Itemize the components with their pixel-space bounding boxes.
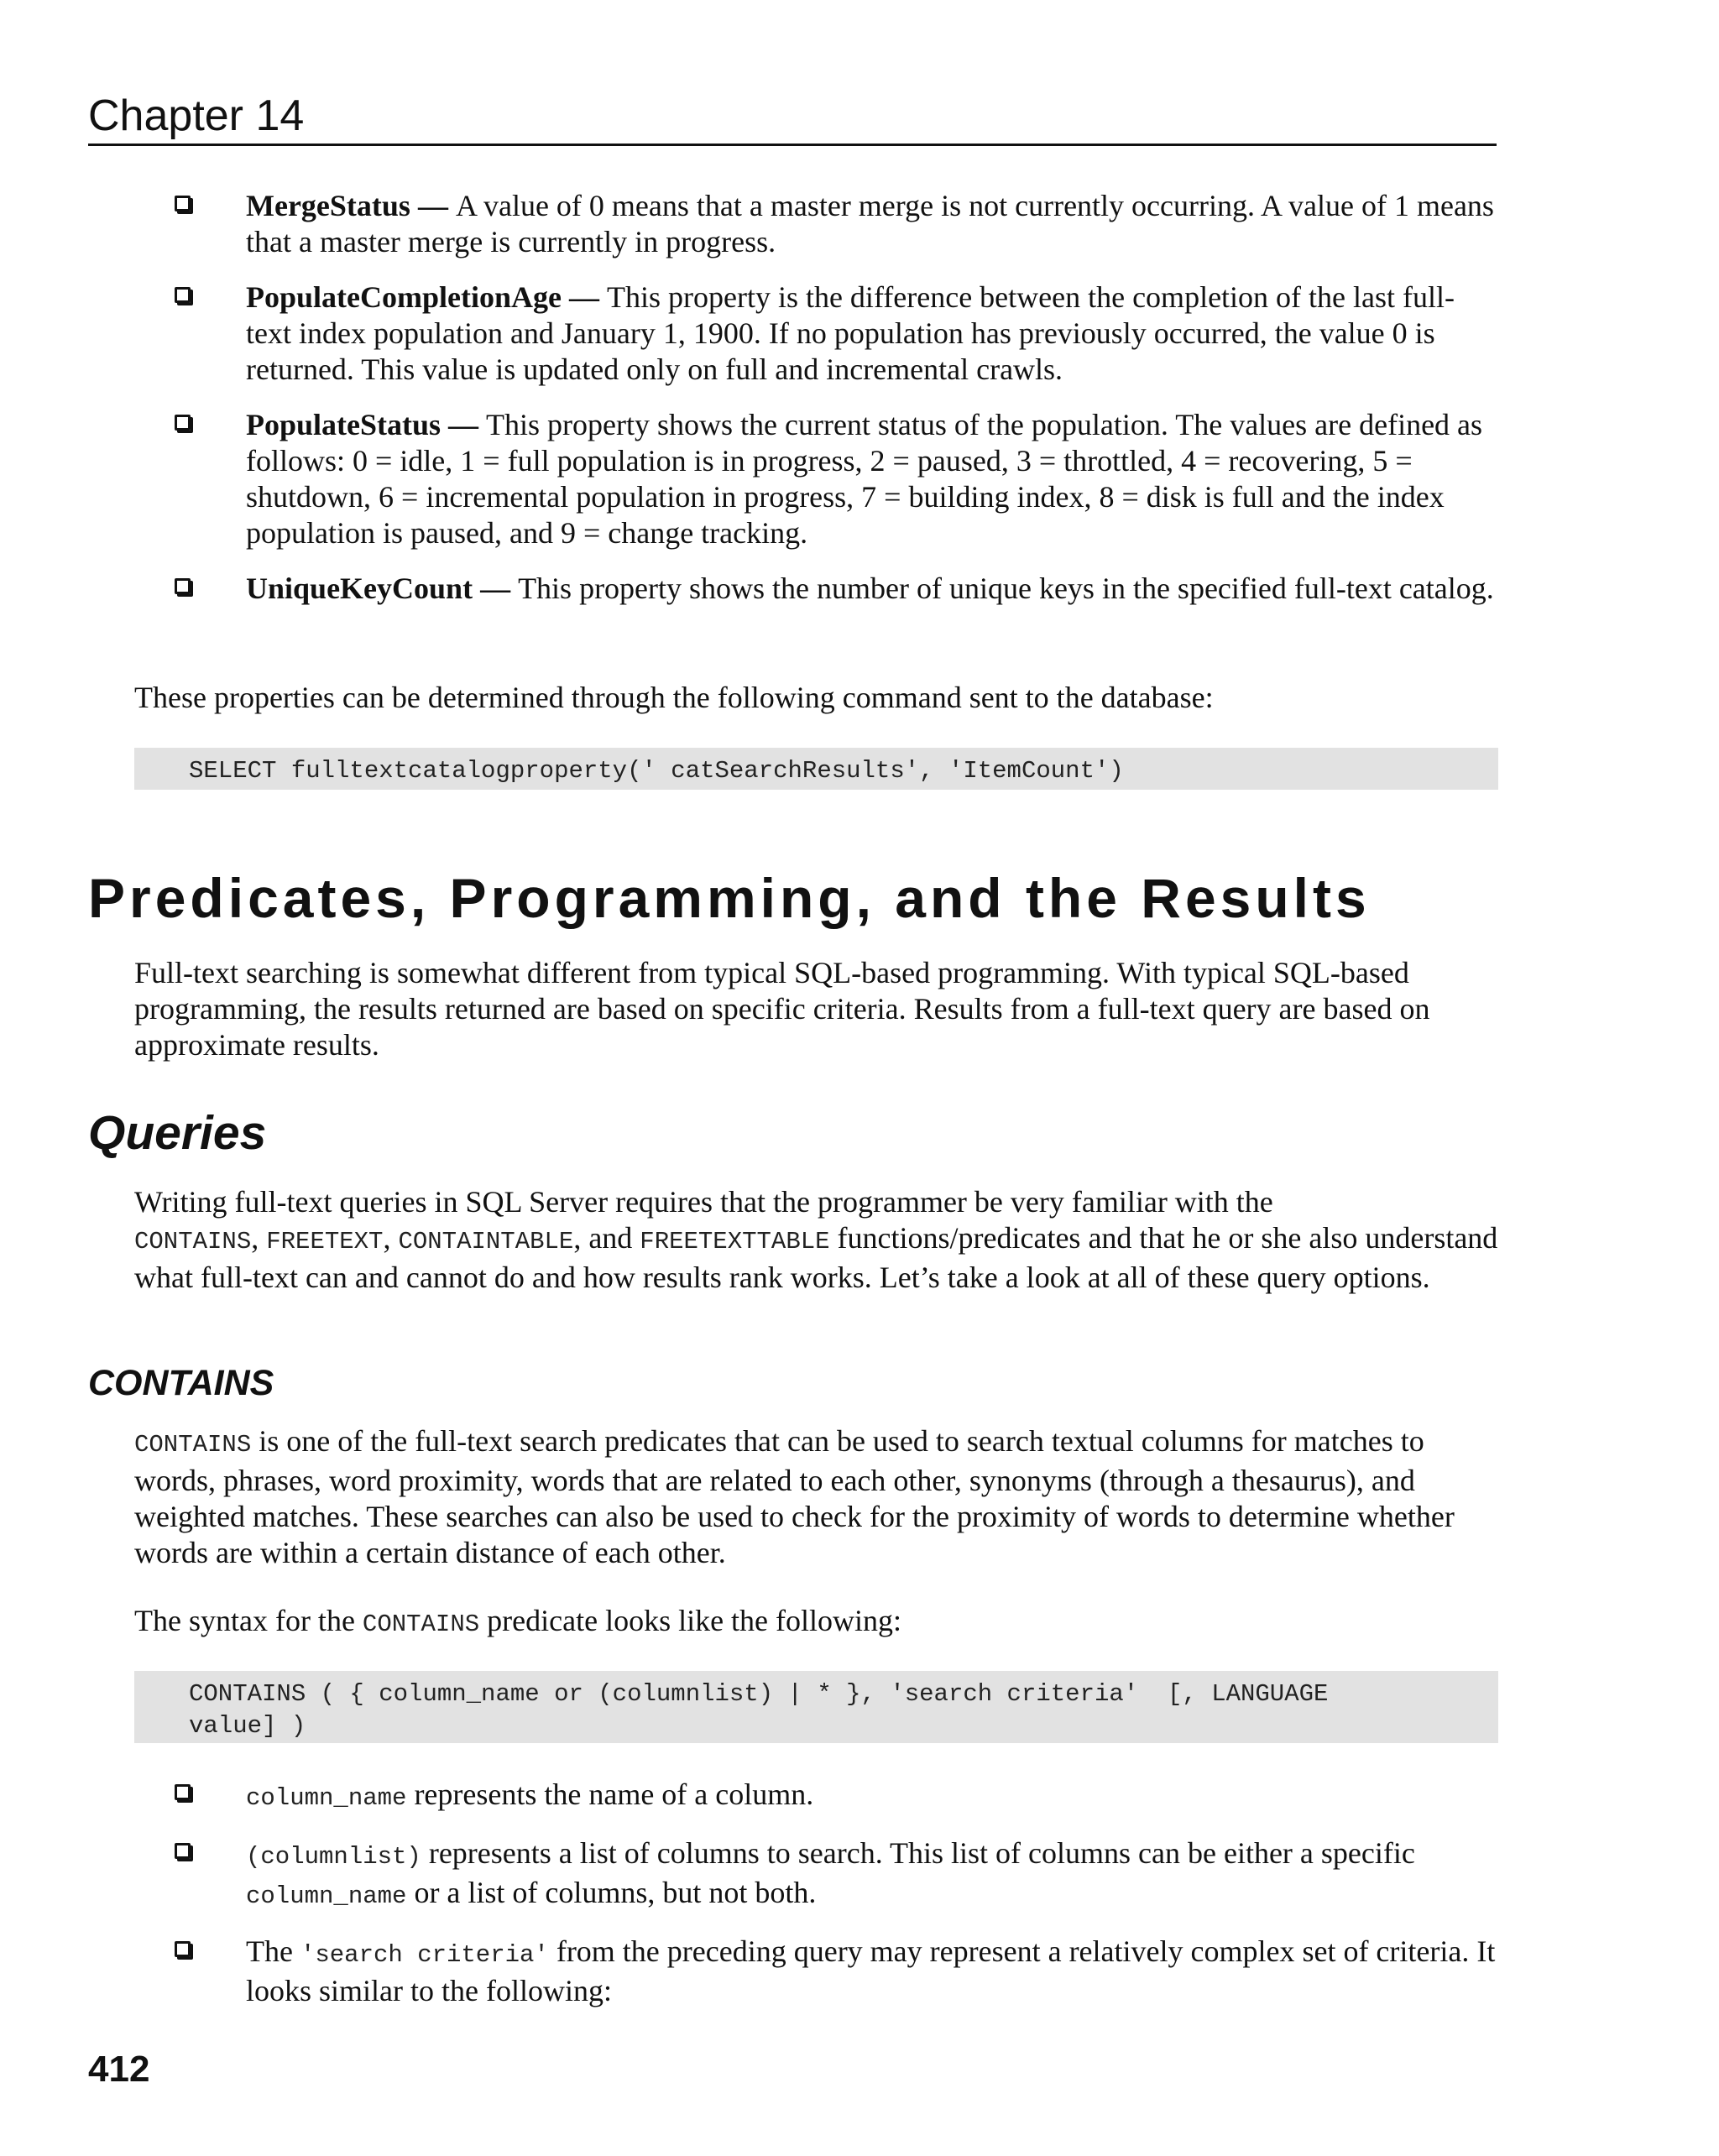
inline-code: CONTAINS xyxy=(134,1431,252,1459)
list-item xyxy=(172,1777,1498,1816)
checkbox-bullet-icon xyxy=(175,287,191,303)
property-term: MergeStatus xyxy=(246,189,410,222)
checkbox-bullet-icon xyxy=(175,1941,191,1957)
list-item xyxy=(172,571,1498,607)
text-run: , and xyxy=(573,1221,640,1255)
text-run: predicate looks like the following: xyxy=(479,1604,902,1637)
inline-code: FREETEXTTABLE xyxy=(640,1228,830,1255)
text-run: is one of the full-text search predicates that can be used to search textual columns for matches to words, phrases, word proximity, words that are related to each other, synonyms (through a thesaurus), and weighted matches. These searches can also be used to check for the proximity of words to determine whether words are within a certain distance of each other. xyxy=(134,1424,1455,1569)
section-intro-paragraph: Full-text searching is somewhat different from typical SQL-based programming. With typical SQL-based programming, the results returned are based on specific criteria. Results from a full-text query are based on approximate results. xyxy=(134,956,1430,1062)
properties-intro-paragraph: These properties can be determined through the following command sent to the database: xyxy=(134,681,1214,714)
text-run: The syntax for the xyxy=(134,1604,363,1637)
checkbox-bullet-icon xyxy=(175,1784,191,1800)
inline-code: (columnlist) xyxy=(246,1843,421,1871)
list-item xyxy=(172,188,1498,260)
arguments-list xyxy=(172,1777,1498,2028)
subsection-heading-queries: Queries xyxy=(88,1106,267,1160)
list-item xyxy=(172,1835,1498,1914)
property-description: This property shows the number of unique keys in the specified full-text catalog. xyxy=(518,572,1494,605)
inline-code: CONTAINTABLE xyxy=(398,1228,574,1255)
subsection-heading-contains: CONTAINS xyxy=(88,1363,274,1403)
list-item xyxy=(172,279,1498,388)
inline-code: column_name xyxy=(246,1784,407,1812)
property-term: UniqueKeyCount xyxy=(246,572,473,605)
inline-code: column_name xyxy=(246,1882,407,1910)
inline-code: CONTAINS xyxy=(362,1610,480,1638)
section-heading: Predicates, Programming, and the Results xyxy=(88,867,1371,929)
contains-syntax-paragraph xyxy=(134,1603,1498,1642)
em-dash: — xyxy=(473,572,519,605)
text-run: , xyxy=(251,1221,267,1255)
em-dash: — xyxy=(410,189,456,222)
inline-code: FREETEXT xyxy=(266,1228,384,1255)
contains-description-paragraph xyxy=(134,1423,1498,1571)
checkbox-bullet-icon xyxy=(175,415,191,431)
code-block-catalog-property: SELECT fulltextcatalogproperty(' catSearchResults', 'ItemCount') xyxy=(134,748,1498,790)
property-term: PopulateStatus xyxy=(246,408,442,441)
list-item xyxy=(172,407,1498,551)
properties-list xyxy=(172,188,1498,626)
checkbox-bullet-icon xyxy=(175,196,191,211)
em-dash: — xyxy=(441,408,487,441)
text-run: Writing full-text queries in SQL Server requires that the programmer be very familiar with the xyxy=(134,1185,1273,1219)
inline-code: 'search criteria' xyxy=(300,1941,549,1969)
text-run: functions/predicates and that he or she also understand what full-text can and cannot do and how results rank works. Let’s take a look at all of these query options. xyxy=(134,1221,1498,1294)
property-description: This property is the difference between the completion of the last full-text index population and January 1, 1900. If no population has previously occurred, the value 0 is returned. This value is updated only on full and incremental crawls. xyxy=(246,280,1455,386)
checkbox-bullet-icon xyxy=(175,578,191,594)
code-block-contains-syntax: CONTAINS ( { column_name or (columnlist) | * }, 'search criteria' [, LANGUAGE value] ) xyxy=(134,1671,1498,1743)
header-rule xyxy=(88,144,1497,146)
property-term: PopulateCompletionAge xyxy=(246,280,562,314)
inline-code: CONTAINS xyxy=(134,1228,252,1255)
text-run: represents the name of a column. xyxy=(406,1778,814,1811)
text-run: from the preceding query may represent a relatively complex set of criteria. It looks similar to the following: xyxy=(246,1934,1496,2007)
queries-paragraph xyxy=(134,1184,1498,1296)
text-run: The xyxy=(246,1934,300,1968)
checkbox-bullet-icon xyxy=(175,1843,191,1859)
running-header: Chapter 14 xyxy=(88,91,305,140)
property-description: This property shows the current status of the population. The values are defined as follows: 0 = idle, 1 = full population is in progress, 2 = paused, 3 = throttled, 4 = recovering, 5 = shutdown, 6 = incremental population in progress, 7 = building index, 8 = disk is full and the index population is paused, and 9 = change tracking. xyxy=(246,408,1483,550)
text-run: or a list of columns, but not both. xyxy=(406,1876,817,1909)
property-description: A value of 0 means that a master merge is not currently occurring. A value of 1 means that a master merge is currently in progress. xyxy=(246,189,1494,258)
list-item xyxy=(172,1934,1498,2009)
em-dash: — xyxy=(561,280,607,314)
text-run: represents a list of columns to search. This list of columns can be either a specific xyxy=(421,1836,1415,1870)
page-number: 412 xyxy=(88,2049,150,2090)
text-run: , xyxy=(383,1221,399,1255)
